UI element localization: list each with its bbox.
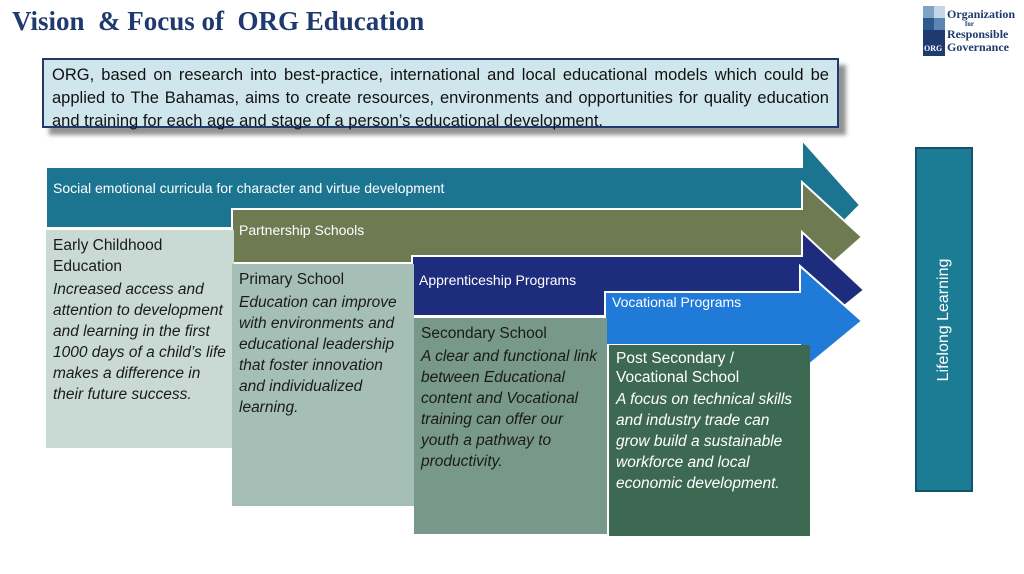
stage-title: Early Childhood Education <box>53 237 163 275</box>
intro-text: ORG, based on research into best-practice, international and local educational models which could be applied to The Bahamas, aims to create resources, environments and opportunities for quality education and training for each age and stage of a person’s educational development. <box>42 58 839 128</box>
stage-description: A clear and functional link between Educational content and Vocational training can offer our youth a pathway to productivity. <box>421 348 598 470</box>
page-title: Vision & Focus of ORG Education <box>12 6 425 36</box>
stage-description: Education can improve with environments and educational leadership that foster innovation and individualized learning. <box>239 294 397 416</box>
arrow-label-vocational: Vocational Programs <box>612 294 742 310</box>
stage-title: Secondary School <box>421 325 547 342</box>
stage-early-childhood <box>46 230 234 448</box>
lifelong-learning-bar <box>915 147 973 492</box>
logo-text: Organization for Responsible Governance <box>947 7 1015 54</box>
logo-org-text: ORG <box>924 44 943 53</box>
arrow-label-partnership: Partnership Schools <box>239 222 365 238</box>
arrow-label-apprenticeship: Apprenticeship Programs <box>419 272 577 288</box>
stage-primary-school <box>232 264 414 506</box>
stage-secondary-school <box>414 318 607 534</box>
stage-description: Increased access and attention to development and learning in the first 1000 days of a child’s life makes a difference in their future success. <box>53 281 226 403</box>
stage-title: Post Secondary / Vocational School <box>616 350 740 386</box>
arrow-label-social: Social emotional curricula for character and virtue development <box>53 180 445 196</box>
stage-description: A focus on technical skills and industry trade can grow build a sustainable workforce and local economic development. <box>616 391 793 492</box>
stage-post-secondary <box>609 345 810 536</box>
lifelong-learning-label: Lifelong Learning <box>935 258 952 381</box>
stage-title: Primary School <box>239 271 345 288</box>
